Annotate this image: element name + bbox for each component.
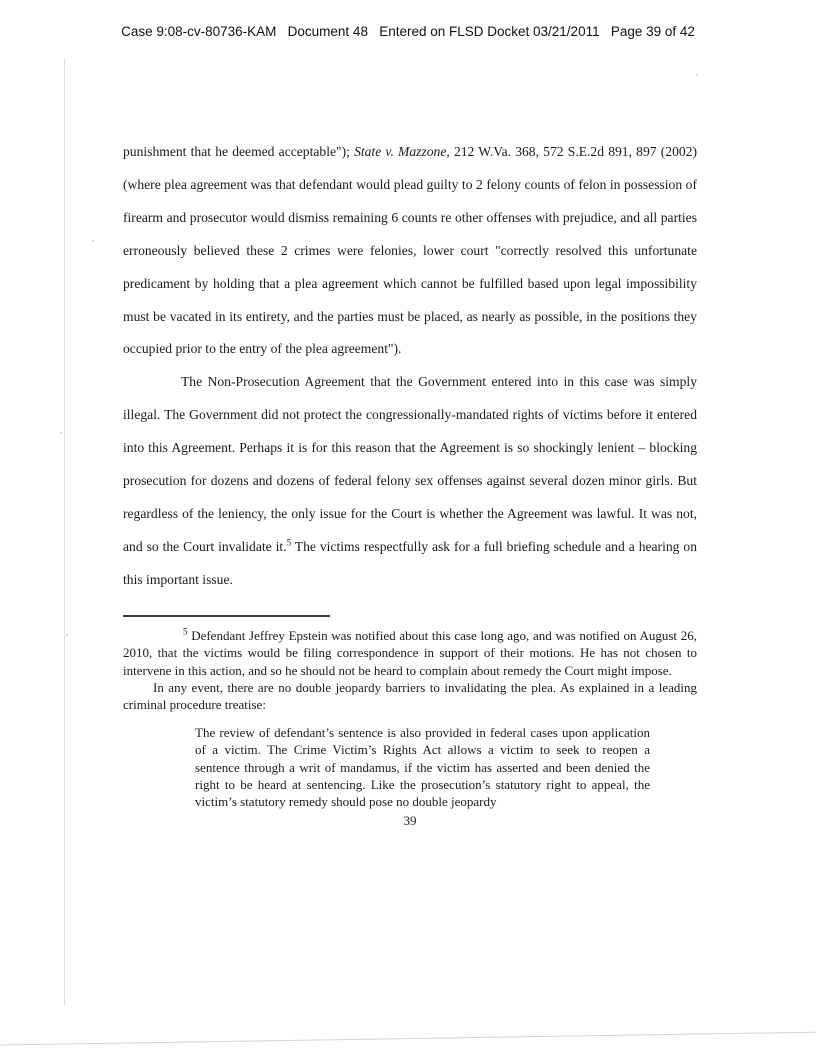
document-body [123,136,697,829]
footnote-marker-5: 5 [183,626,188,637]
scan-speck [60,432,62,434]
footnote-paragraph-1 [123,627,697,679]
citation-lead-text: punishment that he deemed acceptable"); [123,144,355,159]
footnote-paragraph-2: In any event, there are no double jeopardy barriers to invalidating the plea. As explained in a leading criminal procedure treatise: [123,679,697,713]
scan-speck [66,634,68,636]
footnote-text-1: Defendant Jeffrey Epstein was notified about this case long ago, and was notified on August 26, 2010, that the victims would be filing correspondence in support of their motions. He has not chosen to intervene in this action, and so he should not be heard to complain about remedy the Court might impose. [123,627,697,678]
case-citation-italic: State v. Mazzone [354,144,447,159]
footnote-reference-5: 5 [286,537,292,548]
paragraph-citation [123,136,697,366]
page-number: 39 [403,812,417,828]
footnote-block [123,627,697,811]
scan-speck [696,74,698,76]
footnote-blockquote-treatise: The review of defendant’s sentence is also provided in federal cases upon application of a victim. The Crime Victim’s Rights Act allows a victim to seek to reopen a sentence through a writ of mandamus, if the victim has asserted and been denied the right to be heard at sentencing. Like the prosecution’s statutory right to appeal, the victim’s statutory remedy should pose no double jeopardy [195,724,650,810]
scan-artifact-vertical-line [64,58,65,1006]
citation-parenthetical-text: , 212 W.Va. 368, 572 S.E.2d 891, 897 (2002) (where plea agreement was that defendant would plead guilty to 2 felony counts of felon in possession of firearm and prosecutor would dismiss remaining 6 counts re other offenses with prejudice, and all parties erroneously believed these 2 crimes were felonies, lower court "correctly resolved this unfortunate predicament by holding that a plea agreement which cannot be fulfilled based upon legal impossibility must be vacated in its entirety, and the parties must be placed, as nearly as possible, in the positions they occupied prior to the entry of the plea agreement"). [123,144,697,357]
argument-closing-text: The victims respectfully ask for a full briefing schedule and a hearing on this important issue. [123,538,697,587]
scan-speck [92,240,94,242]
ecf-stamp-header: Case 9:08-cv-80736-KAM Document 48 Entered on FLSD Docket 03/21/2011 Page 39 of 42 [121,24,695,39]
argument-text: The Non-Prosecution Agreement that the Government entered into in this case was simply illegal. The Government did not protect the congressionally-mandated rights of victims before it entered into this Agreement. Perhaps it is for this reason that the Agreement is so shockingly lenient – blocking prosecution for dozens and dozens of federal felony sex offenses against several dozen minor girls. But regardless of the leniency, the only issue for the Court is whether the Agreement was lawful. It was not, and so the Court invalidate it. [123,374,697,554]
footnote-separator-rule [123,615,330,617]
scan-artifact-diagonal-line [0,1031,816,1046]
paragraph-argument [123,366,697,596]
